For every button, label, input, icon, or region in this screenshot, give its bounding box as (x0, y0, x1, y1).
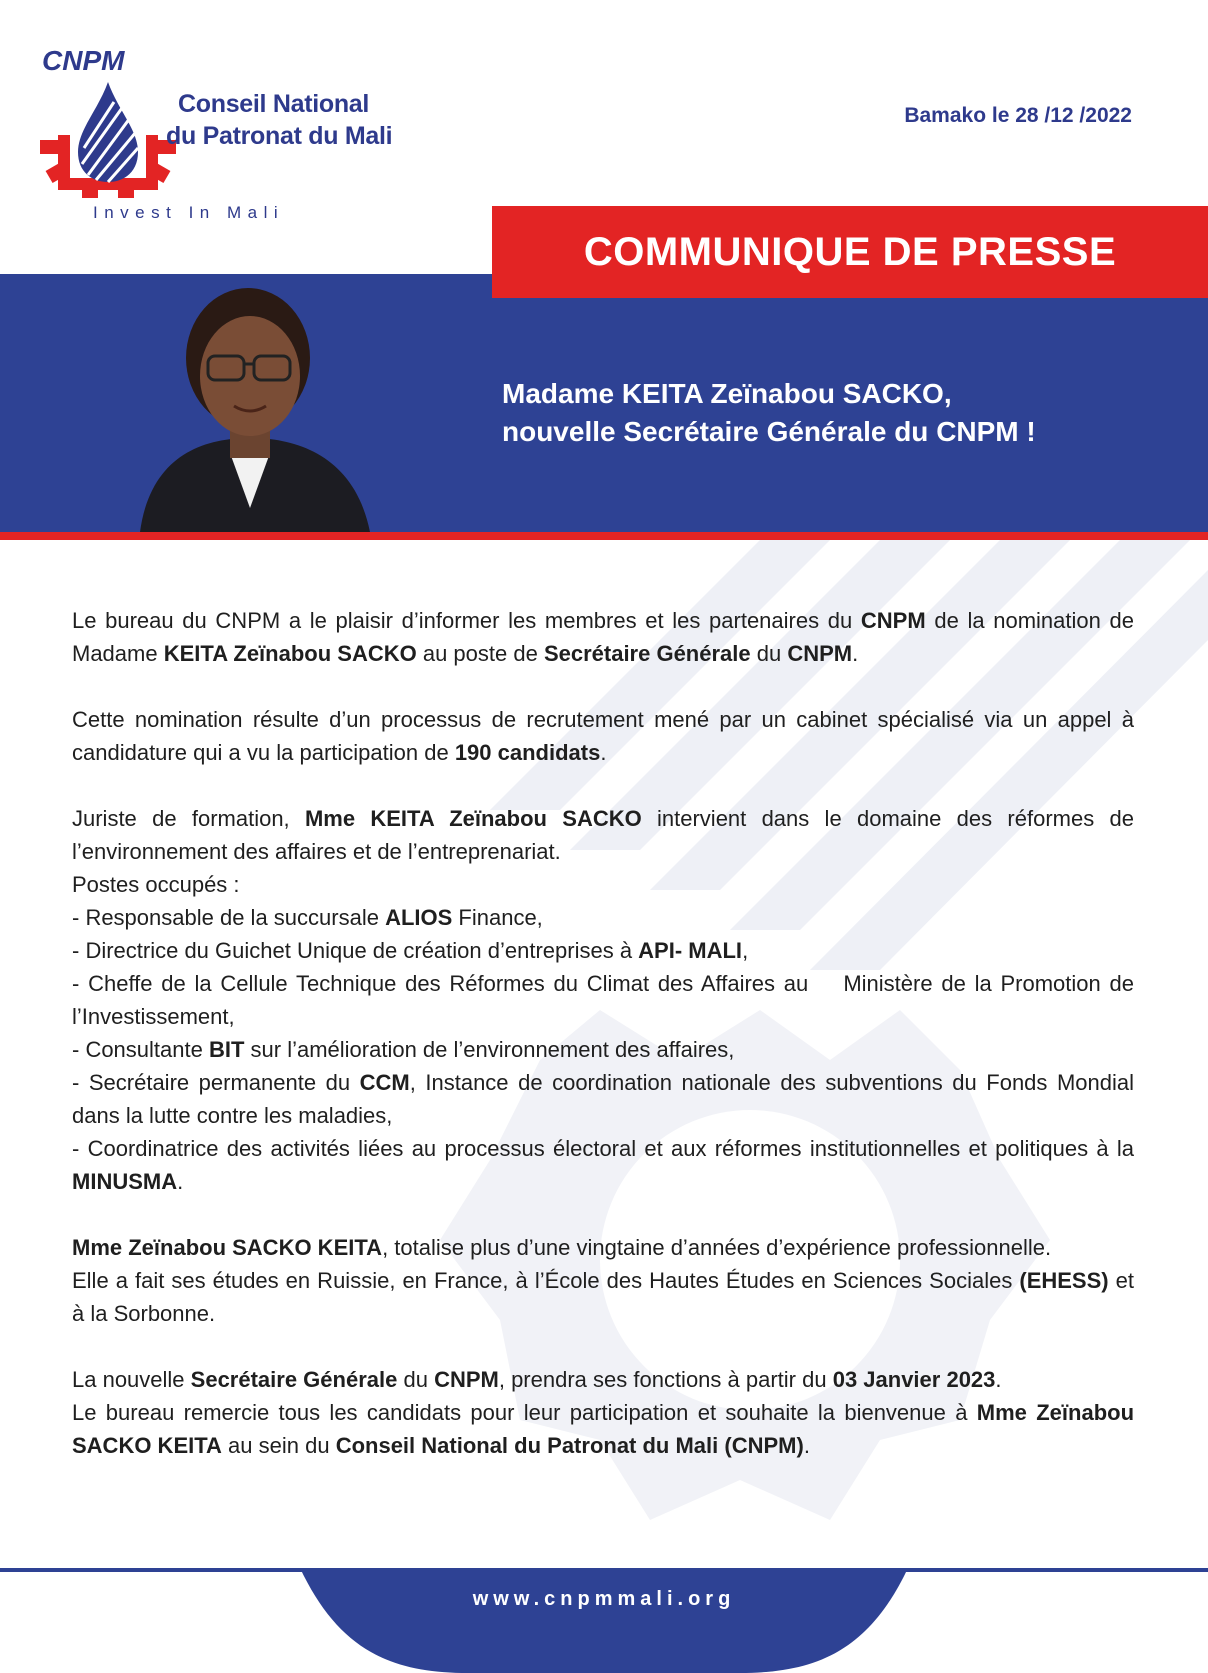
paragraph-experience (72, 1231, 1134, 1264)
text-run: Cette nomination résulte d’un processus de recrutement mené par un cabinet spécialisé via un appel à candidature qui a vu la participation de (72, 707, 1134, 765)
headline-line2: nouvelle Secrétaire Générale du CNPM ! (502, 416, 1036, 447)
cnpm-logo (38, 40, 398, 230)
posts-heading: Postes occupés : (72, 872, 240, 897)
text-run-bold: MINUSMA (72, 1169, 178, 1194)
text-run: et à la Sorbonne. (72, 1268, 1134, 1326)
text-run: du (397, 1367, 435, 1392)
text-run-bold: Secrétaire Générale (190, 1367, 398, 1392)
text-run: intervient dans le domaine des réformes de l’environnement des affaires et de l’entreprenariat. (72, 806, 1134, 864)
logo-letters: CNPM (42, 45, 125, 76)
press-title: COMMUNIQUE DE PRESSE (583, 229, 1117, 274)
post-item (72, 1033, 1134, 1066)
text-run: sur l’amélioration de l’environnement des affaires, (244, 1037, 735, 1062)
paragraph-start-date (72, 1363, 1134, 1396)
text-run: , Instance de coordination nationale des subventions du Fonds Mondial dans la lutte contre les maladies, (72, 1070, 1134, 1128)
press-release-body (72, 604, 1141, 1462)
cnpm-emblem-icon (38, 40, 178, 200)
text-run: Le bureau du CNPM a le plaisir d’informer les membres et les partenaires du (72, 608, 861, 633)
text-run: au poste de (416, 641, 544, 666)
text-run-bold: API- MALI (638, 938, 743, 963)
org-name-line1: Conseil National (178, 90, 370, 118)
text-run: - Directrice du Guichet Unique de création d’entreprises à (72, 938, 639, 963)
text-run: - Secrétaire permanente du (72, 1070, 360, 1095)
text-run-bold: ALIOS (385, 905, 453, 930)
text-run: . (177, 1169, 184, 1194)
paragraph-recruitment (72, 703, 1134, 769)
text-run-bold: CCM (359, 1070, 410, 1095)
text-run: Elle a fait ses études en Ruissie, en France, à l’École des Hautes Études en Sciences Sociales (72, 1268, 1020, 1293)
website-link[interactable]: www.cnpmmali.org (472, 1588, 736, 1610)
text-run-bold: 190 candidats (454, 740, 601, 765)
footer-tab (300, 1568, 908, 1673)
text-run-bold: Secrétaire Générale (543, 641, 751, 666)
post-item (72, 1066, 1134, 1132)
text-run-bold: Mme Zeïnabou SACKO KEITA (72, 1400, 1135, 1458)
text-run-bold: CNPM (434, 1367, 499, 1392)
paragraph-background (72, 802, 1134, 868)
text-run: , (742, 938, 749, 963)
text-run-bold: Mme KEITA Zeïnabou SACKO (304, 806, 642, 831)
text-run: au sein du (221, 1433, 336, 1458)
text-run: Juriste de formation, (72, 806, 305, 831)
headline (502, 375, 1162, 451)
post-item (72, 1132, 1134, 1198)
text-run: . (852, 641, 859, 666)
post-item (72, 934, 1134, 967)
text-run: - Consultante (72, 1037, 209, 1062)
text-run-bold: Conseil National du Patronat du Mali (CNPM) (335, 1433, 804, 1458)
org-name-line2: du Patronat du Mali (166, 122, 393, 150)
text-run: La nouvelle (72, 1367, 191, 1392)
post-item: - Cheffe de la Cellule Technique des Réformes du Climat des Affaires au Ministère de la Promotion de l’Investissement, (72, 971, 1141, 1029)
text-run-bold: KEITA Zeïnabou SACKO (163, 641, 417, 666)
text-run-bold: CNPM (860, 608, 926, 633)
text-run: du (750, 641, 788, 666)
press-title-box (492, 206, 1208, 298)
paragraph-thanks (72, 1396, 1134, 1462)
paragraph-announcement (72, 604, 1134, 670)
red-divider (0, 532, 1208, 540)
headline-line1: Madame KEITA Zeïnabou SACKO, (502, 378, 952, 409)
text-run: . (600, 740, 607, 765)
text-run: Finance, (452, 905, 543, 930)
text-run: . (995, 1367, 1002, 1392)
text-run: . (803, 1433, 810, 1458)
post-item (72, 901, 1134, 934)
tagline: Invest In Mali (93, 203, 285, 222)
text-run-bold: Mme Zeïnabou SACKO KEITA (72, 1235, 383, 1260)
text-run: de la nomination de Madame (72, 608, 1134, 666)
text-run: - Coordinatrice des activités liées au processus électoral et aux réformes institutionnelles et politiques à la (72, 1136, 1134, 1161)
text-run: Le bureau remercie tous les candidats pour leur participation et souhaite la bienvenue à (72, 1400, 977, 1425)
text-run: - Responsable de la succursale (72, 905, 386, 930)
document-date: Bamako le 28 /12 /2022 (904, 104, 1132, 127)
text-run-bold: BIT (208, 1037, 245, 1062)
text-run: , prendra ses fonctions à partir du (498, 1367, 833, 1392)
portrait-photo (130, 278, 370, 532)
paragraph-education (72, 1264, 1134, 1330)
text-run-bold: CNPM (787, 641, 853, 666)
text-run: , totalise plus d’une vingtaine d’années d’expérience professionnelle. (382, 1235, 1052, 1260)
text-run-bold: (EHESS) (1019, 1268, 1109, 1293)
text-run-bold: 03 Janvier 2023 (832, 1367, 996, 1392)
